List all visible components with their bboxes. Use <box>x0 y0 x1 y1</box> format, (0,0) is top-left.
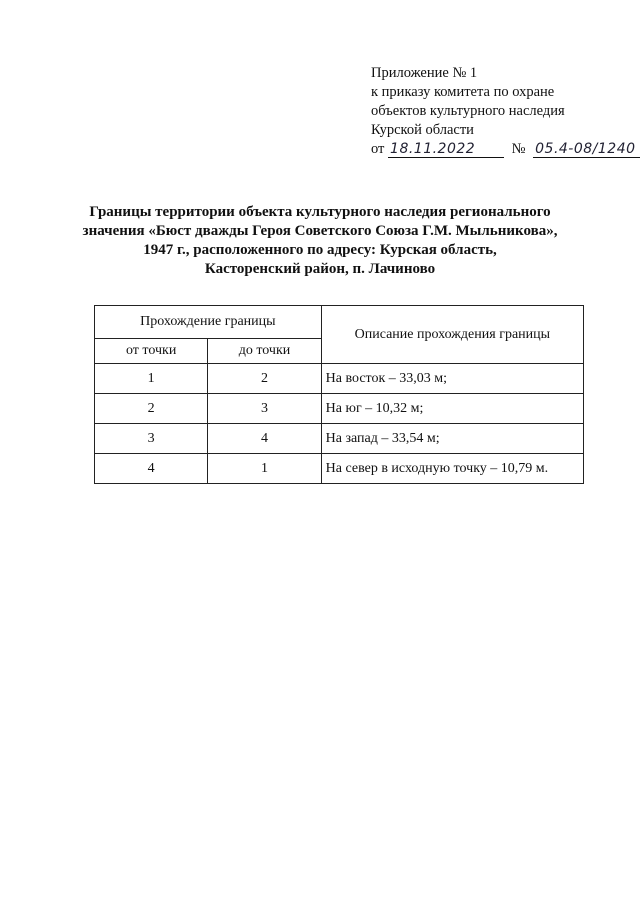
row-description: На север в исходную точку – 10,79 м. <box>321 454 583 484</box>
row-description: На запад – 33,54 м; <box>321 424 583 454</box>
table-row <box>95 424 584 454</box>
appendix-date-line <box>371 140 640 159</box>
document-title <box>40 203 600 279</box>
appendix-committee-line: объектов культурного наследия <box>371 103 565 119</box>
appendix-header <box>371 64 640 159</box>
row-to: 3 <box>208 394 321 424</box>
row-description: На юг – 10,32 м; <box>321 394 583 424</box>
row-from: 2 <box>95 394 208 424</box>
row-to: 1 <box>208 454 321 484</box>
row-description: На восток – 33,03 м; <box>321 364 583 394</box>
boundary-table <box>94 305 584 484</box>
header-description: Описание прохождения границы <box>321 306 583 364</box>
appendix-number: Приложение № 1 <box>371 65 478 81</box>
header-boundary: Прохождение границы <box>95 306 322 339</box>
order-number-handwritten: 05.4-08/1240 <box>533 141 640 158</box>
table-row <box>95 454 584 484</box>
order-date-handwritten: 18.11.2022 <box>388 141 504 158</box>
title-line-3: 1947 г., расположенного по адресу: Курская область, <box>143 242 497 258</box>
table-header-row <box>95 306 584 339</box>
from-label: от <box>371 141 385 157</box>
header-from-point: от точки <box>95 339 208 364</box>
row-to: 2 <box>208 364 321 394</box>
row-from: 3 <box>95 424 208 454</box>
table-row <box>95 394 584 424</box>
header-to-point: до точки <box>208 339 321 364</box>
number-label: № <box>511 141 526 157</box>
title-line-4: Касторенский район, п. Лачиново <box>204 261 436 277</box>
title-line-1: Границы территории объекта культурного наследия регионального <box>89 204 551 220</box>
row-to: 4 <box>208 424 321 454</box>
title-line-2: значения «Бюст дважды Героя Советского Союза Г.М. Мыльникова», <box>82 223 558 239</box>
row-from: 4 <box>95 454 208 484</box>
appendix-order-line: к приказу комитета по охране <box>371 84 555 100</box>
appendix-region-line: Курской области <box>371 122 474 138</box>
table-row <box>95 364 584 394</box>
row-from: 1 <box>95 364 208 394</box>
